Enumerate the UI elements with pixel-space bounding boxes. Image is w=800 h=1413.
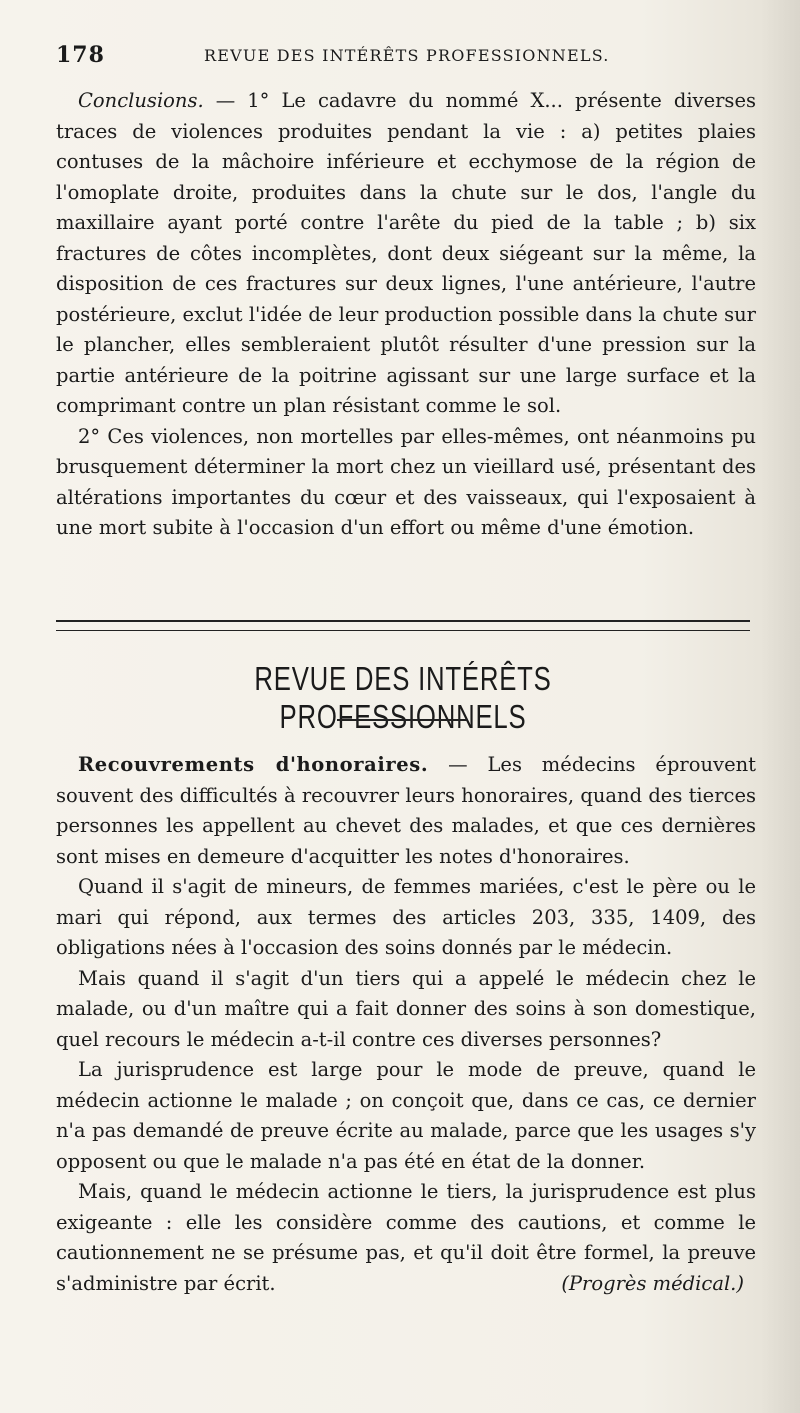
page-number: 178 <box>56 42 105 68</box>
conclusions-paragraph-1 <box>56 86 756 422</box>
running-title: REVUE DES INTÉRÊTS PROFESSIONNELS. <box>204 46 610 65</box>
title-underline <box>337 719 467 721</box>
article-paragraph-4: La jurisprudence est large pour le mode de preuve, quand le médecin actionne le malade ; on conçoit que, dans ce cas, ce dernier n'a pas demandé de preuve écrite au malade, parce que les usages s'y opposent ou que le malade n'a pas été en état de la donner. <box>56 1058 756 1173</box>
article-paragraph-3: Mais quand il s'agit d'un tiers qui a appelé le médecin chez le malade, ou d'un maître qui a fait donner des soins à son domestique, quel recours le médecin a-t-il contre ces diverses personnes? <box>56 966 756 1051</box>
conclusions-p1-text: — 1° Le cadavre du nommé X... présente diverses traces de violences produites pendant la vie : a) petites plaies contuses de la mâchoire inférieure et ecchymose de la région de l'omoplate droite, produites dans la chute sur le dos, l'angle du maxillaire ayant porté contre l'arête du pied de la table ; b) six fractures de côtes incomplètes, dont deux siégeant sur la même, la disposition de ces fractures sur deux lignes, l'une antérieure, l'autre postérieure, exclut l'idée de leur production possible dans la chute sur le plancher, elles sembleraient plutôt résulter d'une pression sur la partie antérieure de la poitrine agissant sur une large surface et la comprimant contre un plan résistant comme le sol. <box>56 89 756 417</box>
section-divider <box>56 620 750 631</box>
page-header <box>56 42 746 74</box>
conclusions-paragraph-2: 2° Ces violences, non mortelles par elles-mêmes, ont néanmoins pu brusquement déterminer la mort chez un vieillard usé, présentant des altérations importantes du cœur et des vaisseaux, qui l'exposaient à une mort subite à l'occasion d'un effort ou même d'une émotion. <box>56 424 756 539</box>
conclusions-block <box>56 86 756 544</box>
conclusions-lead: Conclusions. <box>78 89 204 112</box>
article-paragraph-2: Quand il s'agit de mineurs, de femmes mariées, c'est le père ou le mari qui répond, aux termes des articles 203, 335, 1409, des obligations nées à l'occasion des soins donnés par le médecin. <box>56 875 756 959</box>
article-p1-text: — Les médecins éprouvent souvent des difficultés à recouvrer leurs honoraires, quand des tierces personnes les appellent au chevet des malades, et que ces dernières sont mises en demeure d'acquitter les notes d'honoraires. <box>56 753 757 868</box>
article-source: (Progrès médical.) <box>561 1272 744 1295</box>
article-paragraph-1 <box>56 750 756 872</box>
section-title: REVUE DES INTÉRÊTS PROFESSIONNELS <box>254 660 552 735</box>
article-paragraph-5: Mais, quand le médecin actionne le tiers, la jurisprudence est plus exigeante : elle les considère comme des cautions, et comme le cautionnement ne se présume pas, et qu'il doit être formel, la preuve s'administre par écrit. <box>56 1180 756 1295</box>
article-run-in-title: Recouvrements d'honoraires. <box>78 753 429 776</box>
article-block <box>56 750 756 1300</box>
